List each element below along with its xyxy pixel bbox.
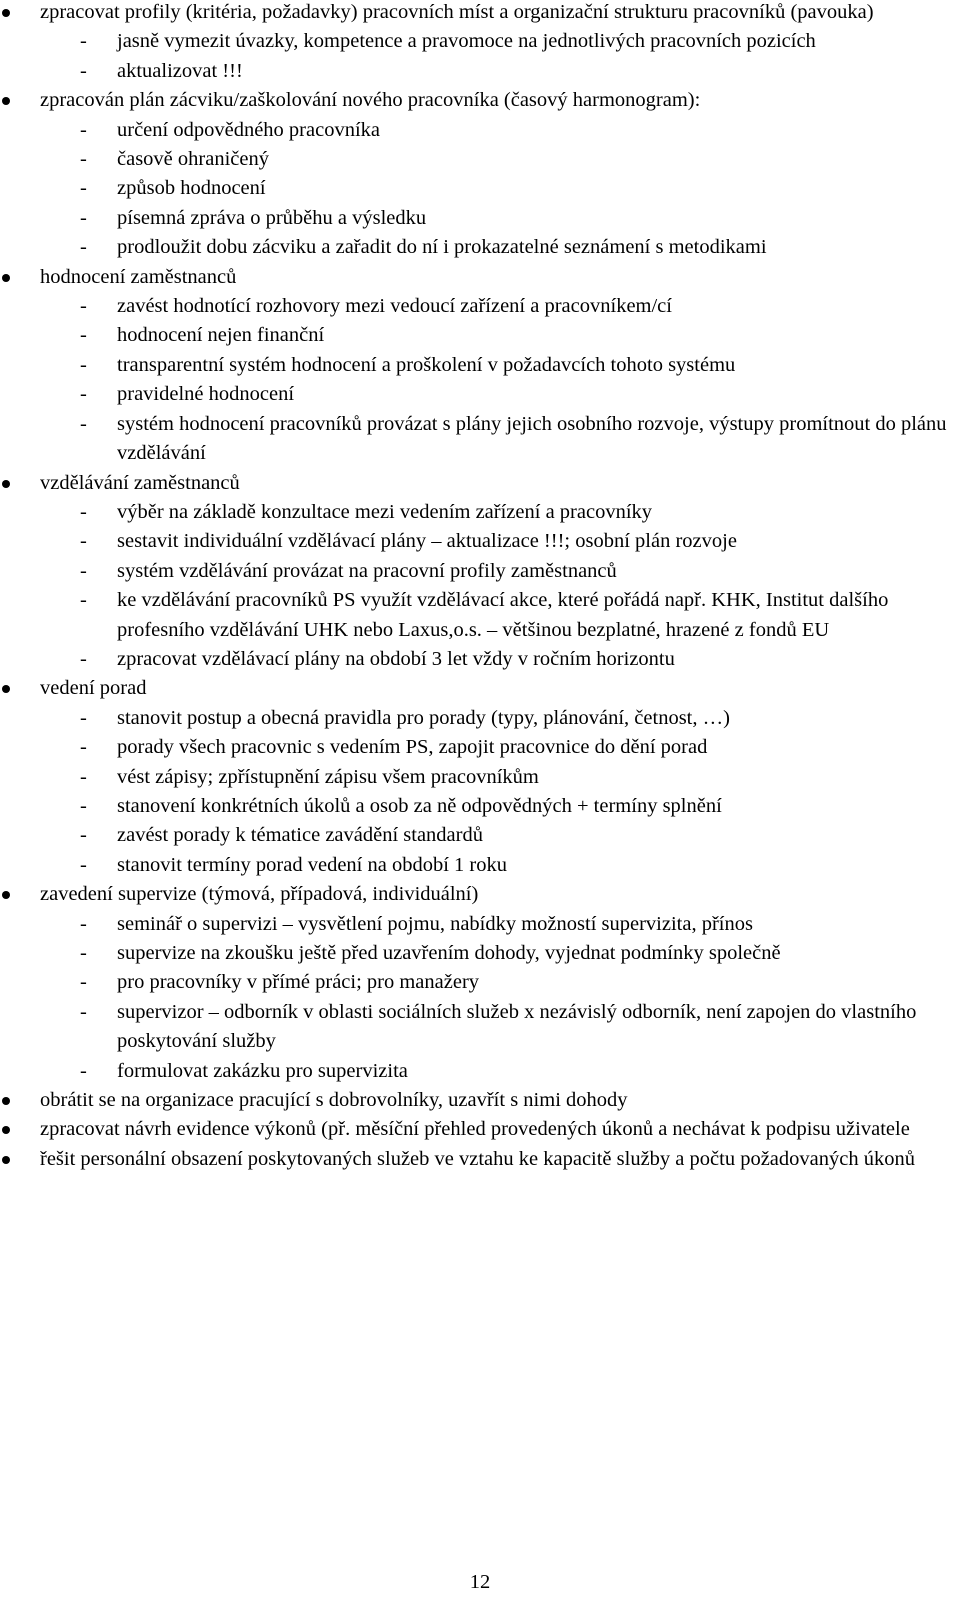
sub-list-item	[0, 939, 960, 968]
sub-list-item	[0, 763, 960, 792]
sub-list-item	[0, 968, 960, 997]
sub-list	[40, 910, 960, 1086]
list-item-text: zpracován plán zácviku/zaškolování nového pracovníka (časový harmonogram):	[40, 89, 701, 112]
dash-icon: -	[80, 324, 87, 347]
dash-icon: -	[80, 30, 87, 53]
sub-list-item	[0, 704, 960, 733]
dash-icon: -	[80, 500, 87, 523]
sub-list-item	[0, 557, 960, 586]
dash-icon: -	[80, 824, 87, 847]
dash-icon: -	[80, 412, 87, 435]
dash-icon: -	[80, 942, 87, 964]
dash-icon: -	[80, 353, 87, 376]
sub-list-item	[0, 733, 960, 762]
sub-list-item-text: zavést hodnotící rozhovory mezi vedoucí zařízení a pracovníkem/cí	[117, 295, 672, 318]
list-item	[0, 880, 960, 1086]
sub-list-item	[0, 57, 960, 86]
dash-icon: -	[80, 59, 87, 82]
dash-icon: -	[80, 853, 87, 876]
list-item-text: vzdělávání zaměstnanců	[40, 471, 240, 494]
dash-icon: -	[80, 765, 87, 788]
list-item-text: zpracovat návrh evidence výkonů (př. měsíční přehled provedených úkonů a nechávat k podpisu uživatele	[40, 1118, 910, 1141]
bullet-icon	[2, 685, 10, 693]
dash-icon: -	[80, 118, 87, 141]
bullet-icon	[2, 1126, 10, 1134]
sub-list-item-text: supervize na zkoušku ještě před uzavřením dohody, vyjednat podmínky společně	[117, 942, 781, 964]
sub-list-item-text: časově ohraničený	[117, 148, 269, 171]
dash-icon: -	[80, 1059, 87, 1082]
sub-list	[40, 27, 960, 86]
dash-icon: -	[80, 971, 87, 994]
sub-list-item-text: formulovat zakázku pro supervizita	[117, 1059, 408, 1082]
sub-list-item-text: pro pracovníky v přímé práci; pro manažery	[117, 971, 480, 994]
list-item-text: obrátit se na organizace pracující s dobrovolníky, uzavřít s nimi dohody	[40, 1089, 628, 1112]
sub-list-item-text: transparentní systém hodnocení a proškolení v požadavcích tohoto systému	[117, 353, 736, 376]
sub-list-item	[0, 498, 960, 527]
sub-list-item	[0, 204, 960, 233]
sub-list-item-text: aktualizovat !!!	[117, 59, 243, 82]
sub-list-item-text: supervizor – odborník v oblasti sociálních služeb x nezávislý odborník, není zapojen do vlastního poskytování služby	[117, 1000, 917, 1053]
sub-list-item-text: písemná zpráva o průběhu a výsledku	[117, 206, 427, 229]
bullet-icon	[2, 1097, 10, 1105]
bullet-icon	[2, 1156, 10, 1164]
sub-list-item	[0, 821, 960, 850]
list-item	[0, 1115, 960, 1144]
sub-list-item-text: hodnocení nejen finanční	[117, 324, 325, 347]
sub-list-item	[0, 351, 960, 380]
sub-list-item	[0, 321, 960, 350]
dash-icon: -	[80, 177, 87, 200]
sub-list-item	[0, 27, 960, 56]
dash-icon: -	[80, 912, 87, 935]
list-item	[0, 263, 960, 469]
list-item-text: zavedení supervize (týmová, případová, individuální)	[40, 883, 479, 906]
sub-list-item-text: porady všech pracovnic s vedením PS, zapojit pracovnice do dění porad	[117, 736, 708, 759]
sub-list-item-text: ke vzdělávání pracovníků PS využít vzdělávací akce, které pořádá např. KHK, Institut dalšího profesního vzdělávání UHK nebo Laxus,o.s. – většinou bezplatné, hrazené z fondů EU	[117, 589, 889, 641]
sub-list	[40, 498, 960, 674]
sub-list-item	[0, 1057, 960, 1086]
sub-list-item-text: systém vzdělávání provázat na pracovní profily zaměstnanců	[117, 559, 617, 582]
dash-icon: -	[80, 589, 87, 612]
sub-list-item-text: sestavit individuální vzdělávací plány – aktualizace !!!; osobní plán rozvoje	[117, 530, 737, 553]
dash-icon: -	[80, 647, 87, 670]
sub-list-item-text: stanovení konkrétních úkolů a osob za ně odpovědných + termíny splnění	[117, 794, 722, 817]
sub-list	[40, 292, 960, 468]
sub-list-item	[0, 527, 960, 556]
list-item-text: vedení porad	[40, 677, 147, 700]
list-item	[0, 674, 960, 880]
sub-list-item-text: systém hodnocení pracovníků provázat s plány jejich osobního rozvoje, výstupy promítnout do plánu vzdělávání	[117, 412, 947, 465]
sub-list-item	[0, 645, 960, 674]
list-item	[0, 1145, 960, 1174]
sub-list-item-text: pravidelné hodnocení	[117, 383, 295, 406]
page-number: 12	[469, 1571, 491, 1593]
dash-icon: -	[80, 736, 87, 759]
sub-list-item	[0, 292, 960, 321]
sub-list-item	[0, 586, 960, 645]
list-item	[0, 86, 960, 262]
list-item	[0, 1086, 960, 1115]
sub-list-item	[0, 410, 960, 469]
dash-icon: -	[80, 148, 87, 171]
bullet-icon	[2, 9, 10, 17]
dash-icon: -	[80, 530, 87, 553]
bullet-icon	[2, 97, 10, 105]
sub-list-item	[0, 116, 960, 145]
bullet-icon	[2, 891, 10, 899]
sub-list-item	[0, 910, 960, 939]
sub-list-item-text: stanovit termíny porad vedení na období 1 roku	[117, 853, 507, 876]
sub-list-item-text: zavést porady k tématice zavádění standardů	[117, 824, 483, 847]
sub-list-item	[0, 851, 960, 880]
sub-list-item-text: jasně vymezit úvazky, kompetence a pravomoce na jednotlivých pracovních pozicích	[117, 30, 816, 53]
sub-list-item	[0, 145, 960, 174]
list-item	[0, 0, 960, 86]
sub-list-item-text: výběr na základě konzultace mezi vedením zařízení a pracovníky	[117, 500, 653, 523]
sub-list-item-text: seminář o supervizi – vysvětlení pojmu, nabídky možností supervizita, přínos	[117, 912, 753, 935]
dash-icon: -	[80, 559, 87, 582]
dash-icon: -	[80, 1000, 87, 1023]
list-item-text: zpracovat profily (kritéria, požadavky) pracovních míst a organizační strukturu pracovníků (pavouka)	[40, 1, 874, 23]
dash-icon: -	[80, 383, 87, 406]
dash-icon: -	[80, 295, 87, 318]
dash-icon: -	[80, 794, 87, 817]
sub-list	[40, 704, 960, 880]
list-item-text: řešit personální obsazení poskytovaných služeb ve vztahu ke kapacitě služby a počtu požadovaných úkonů	[40, 1147, 915, 1170]
sub-list	[40, 116, 960, 263]
bullet-icon	[2, 480, 10, 488]
sub-list-item-text: prodloužit dobu zácviku a zařadit do ní i prokazatelné seznámení s metodikami	[117, 236, 767, 259]
bullet-icon	[2, 274, 10, 282]
sub-list-item-text: způsob hodnocení	[117, 177, 266, 200]
sub-list-item	[0, 998, 960, 1057]
list-item-text: hodnocení zaměstnanců	[40, 265, 237, 288]
dash-icon: -	[80, 236, 87, 259]
sub-list-item	[0, 233, 960, 262]
list-item	[0, 469, 960, 675]
dash-icon: -	[80, 706, 87, 729]
sub-list-item-text: zpracovat vzdělávací plány na období 3 let vždy v ročním horizontu	[117, 647, 675, 670]
sub-list-item	[0, 380, 960, 409]
sub-list-item-text: stanovit postup a obecná pravidla pro porady (typy, plánování, četnost, …)	[117, 706, 730, 729]
sub-list-item-text: určení odpovědného pracovníka	[117, 118, 380, 141]
dash-icon: -	[80, 206, 87, 229]
sub-list-item	[0, 174, 960, 203]
sub-list-item	[0, 792, 960, 821]
sub-list-item-text: vést zápisy; zpřístupnění zápisu všem pracovníkům	[117, 765, 539, 788]
